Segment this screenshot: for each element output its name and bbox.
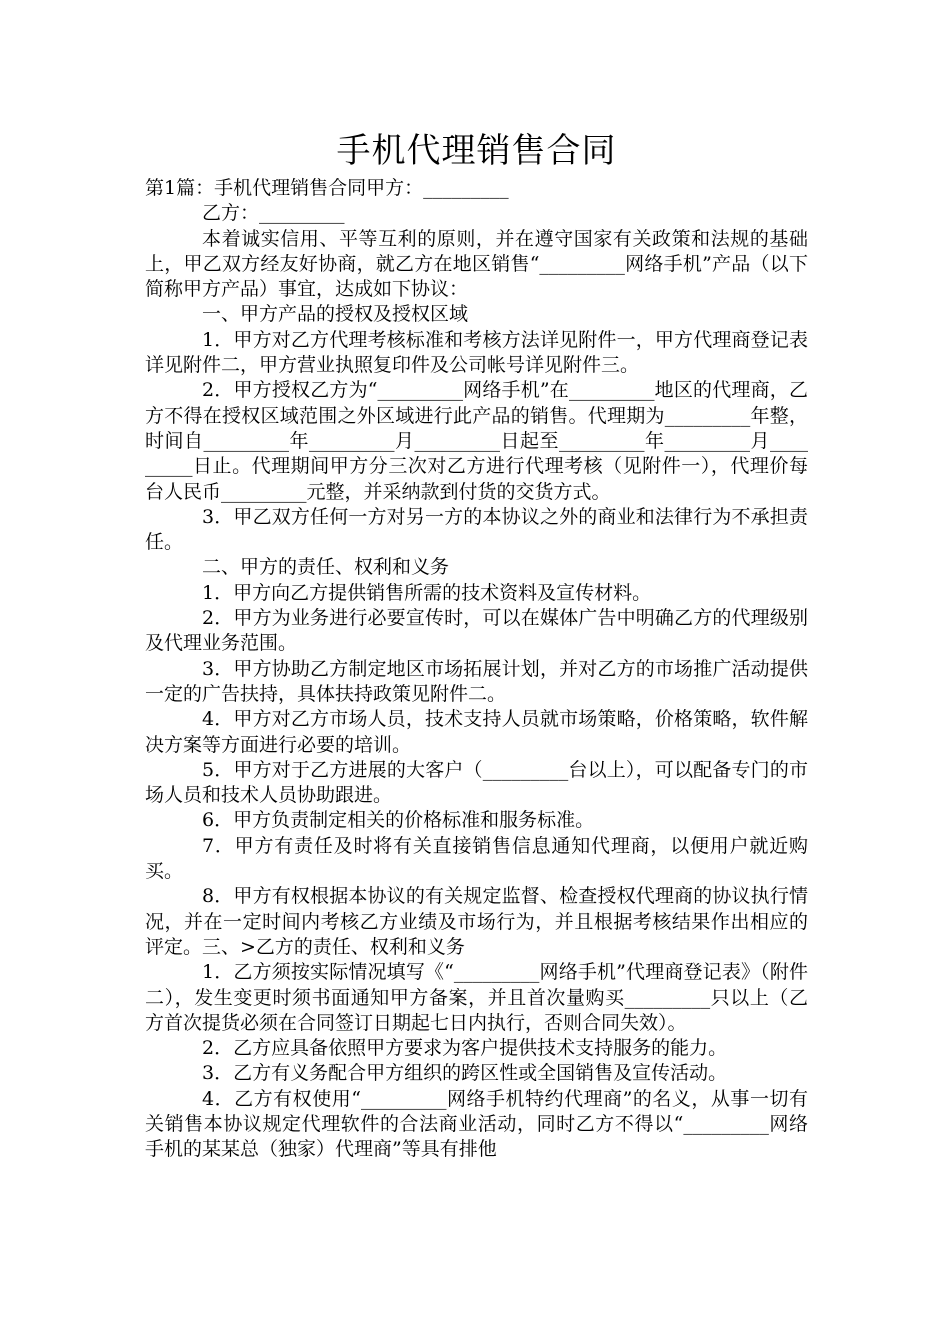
document-paragraph: 4．乙方有权使用“_________网络手机特约代理商”的名义，从事一切有关销售本协议规定代理软件的合法商业活动，同时乙方不得以“_________网络手机的某某总（独家）代理商”等具有排他: [145, 1087, 808, 1161]
document-page: [145, 128, 808, 1163]
document-paragraph: 第1篇：手机代理销售合同甲方：_________: [145, 177, 509, 199]
document-paragraph: 本着诚实信用、平等互利的原则，并在遵守国家有关政策和法规的基础上，甲乙双方经友好协商，就乙方在地区销售“_________网络手机”产品（以下简称甲方产品）事宜，达成如下协议：: [145, 227, 808, 301]
document-paragraph: 6．甲方负责制定相关的价格标准和服务标准。: [202, 809, 595, 832]
document-paragraph: 1．甲方向乙方提供销售所需的技术资料及宣传材料。: [202, 581, 652, 604]
document-paragraph: 一、甲方产品的授权及授权区域: [202, 303, 469, 326]
document-paragraph: 3．甲乙双方任何一方对另一方的本协议之外的商业和法律行为不承担责任。: [145, 505, 808, 554]
document-paragraph: 2．甲方为业务进行必要宣传时，可以在媒体广告中明确乙方的代理级别及代理业务范围。: [145, 607, 808, 655]
document-paragraph: 8．甲方有权根据本协议的有关规定监督、检查授权代理商的协议执行情况，并在一定时间内考核乙方业绩及市场行为，并且根据考核结果作出相应的评定。三、>乙方的责任、权利和义务: [145, 885, 808, 958]
document-paragraph: 3．甲方协助乙方制定地区市场拓展计划，并对乙方的市场推广活动提供一定的广告扶持，具体扶持政策见附件二。: [145, 657, 808, 705]
document-paragraph: 2．甲方授权乙方为“_________网络手机”在_________地区的代理商，乙方不得在授权区域范围之外区域进行此产品的销售。代理期为_________年整，时间自_________年_________月_________日起至_________年_________月_________日止。代理期间甲方分三次对乙方进行代理考核（见附件一），代理价每台人民币_________元整，并采纳款到付货的交货方式。: [145, 379, 808, 503]
document-paragraph: 4．甲方对乙方市场人员，技术支持人员就市场策略，价格策略，软件解决方案等方面进行必要的培训。: [145, 708, 808, 756]
document-body: [145, 176, 808, 1163]
document-paragraph: 2．乙方应具备依照甲方要求为客户提供技术支持服务的能力。: [202, 1037, 728, 1060]
document-paragraph: 7．甲方有责任及时将有关直接销售信息通知代理商，以便用户就近购买。: [145, 834, 808, 883]
document-paragraph: 5．甲方对于乙方进展的大客户（_________台以上），可以配备专门的市场人员和技术人员协助跟进。: [145, 758, 808, 807]
document-paragraph: 3．乙方有义务配合甲方组织的跨区性或全国销售及宣传活动。: [202, 1062, 728, 1085]
document-paragraph: 1．乙方须按实际情况填写《“_________网络手机”代理商登记表》（附件二），发生变更时须书面通知甲方备案，并且首次量购买_________只以上（乙方首次提货必须在合同签订日期起七日内执行，否则合同失效）。: [145, 961, 808, 1034]
document-paragraph: 乙方：_________: [202, 202, 345, 225]
document-paragraph: 二、甲方的责任、权利和义务: [202, 556, 450, 579]
document-title: 手机代理销售合同: [336, 131, 617, 171]
document-paragraph: 1．甲方对乙方代理考核标准和考核方法详见附件一，甲方代理商登记表详见附件二，甲方营业执照复印件及公司帐号详见附件三。: [145, 328, 808, 377]
